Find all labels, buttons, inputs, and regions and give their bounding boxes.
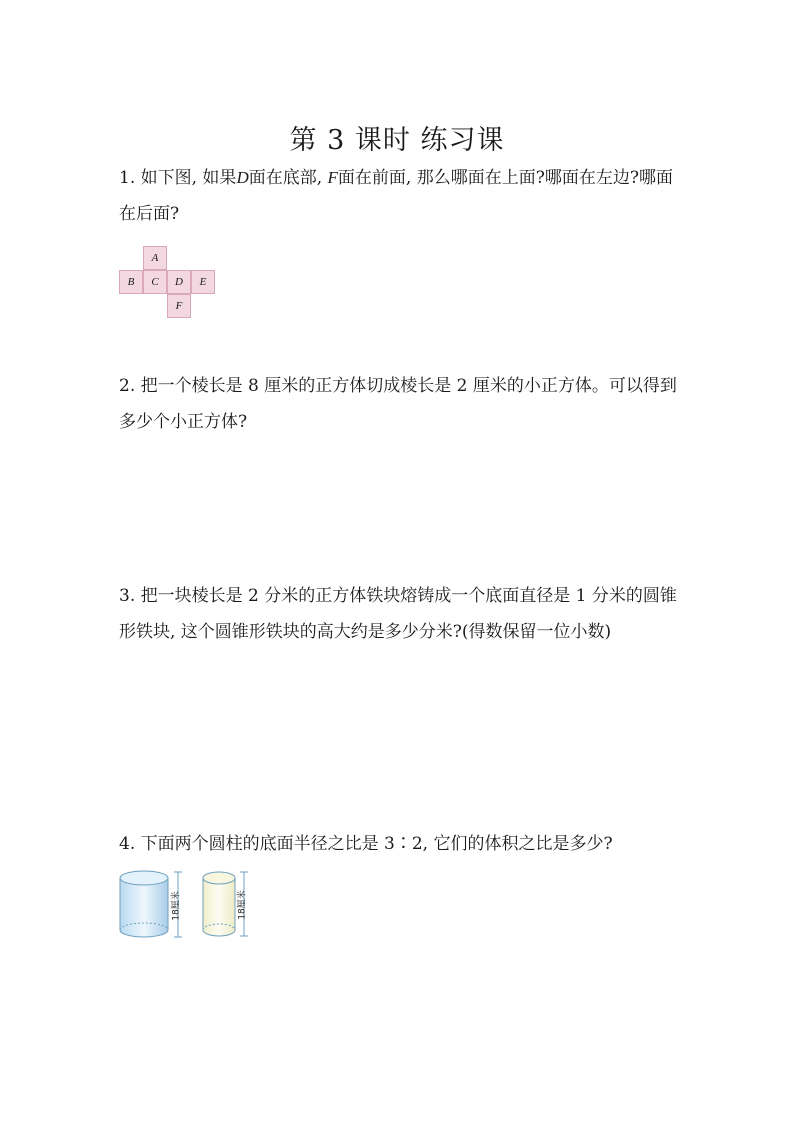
q1-face-d: D	[236, 168, 249, 187]
cube-net-diagram	[119, 246, 215, 318]
q1-text-pre: 1. 如下图, 如果	[119, 168, 237, 188]
cylinder-small-height-label: 18厘米	[237, 890, 248, 920]
net-face-f: F	[167, 294, 191, 318]
question-3: 3. 把一块棱长是 2 分米的正方体铁块熔铸成一个底面直径是 1 分米的圆锥形铁块, 这个圆锥形铁块的高大约是多少分米?(得数保留一位小数)	[119, 586, 677, 642]
net-face-b: B	[119, 270, 143, 294]
net-face-a: A	[143, 246, 167, 270]
question-1	[119, 160, 679, 232]
cylinder-small	[198, 868, 262, 944]
net-face-e: E	[191, 270, 215, 294]
q1-text-post: 面在前面, 那么哪面在上面?哪面在左边?哪面在后面?	[119, 168, 673, 224]
question-4: 4. 下面两个圆柱的底面半径之比是 3∶2, 它们的体积之比是多少?	[119, 834, 613, 854]
q1-text-mid: 面在底部,	[248, 168, 328, 188]
net-face-d: D	[167, 270, 191, 294]
q1-face-f: F	[327, 168, 338, 187]
question-2: 2. 把一个棱长是 8 厘米的正方体切成棱长是 2 厘米的小正方体。可以得到多少个小正方体?	[119, 376, 677, 432]
cylinder-large-height-label: 18厘米	[171, 891, 182, 921]
page-title: 第 3 课时 练习课	[289, 125, 505, 156]
cylinder-large	[116, 868, 192, 944]
net-face-c: C	[143, 270, 167, 294]
